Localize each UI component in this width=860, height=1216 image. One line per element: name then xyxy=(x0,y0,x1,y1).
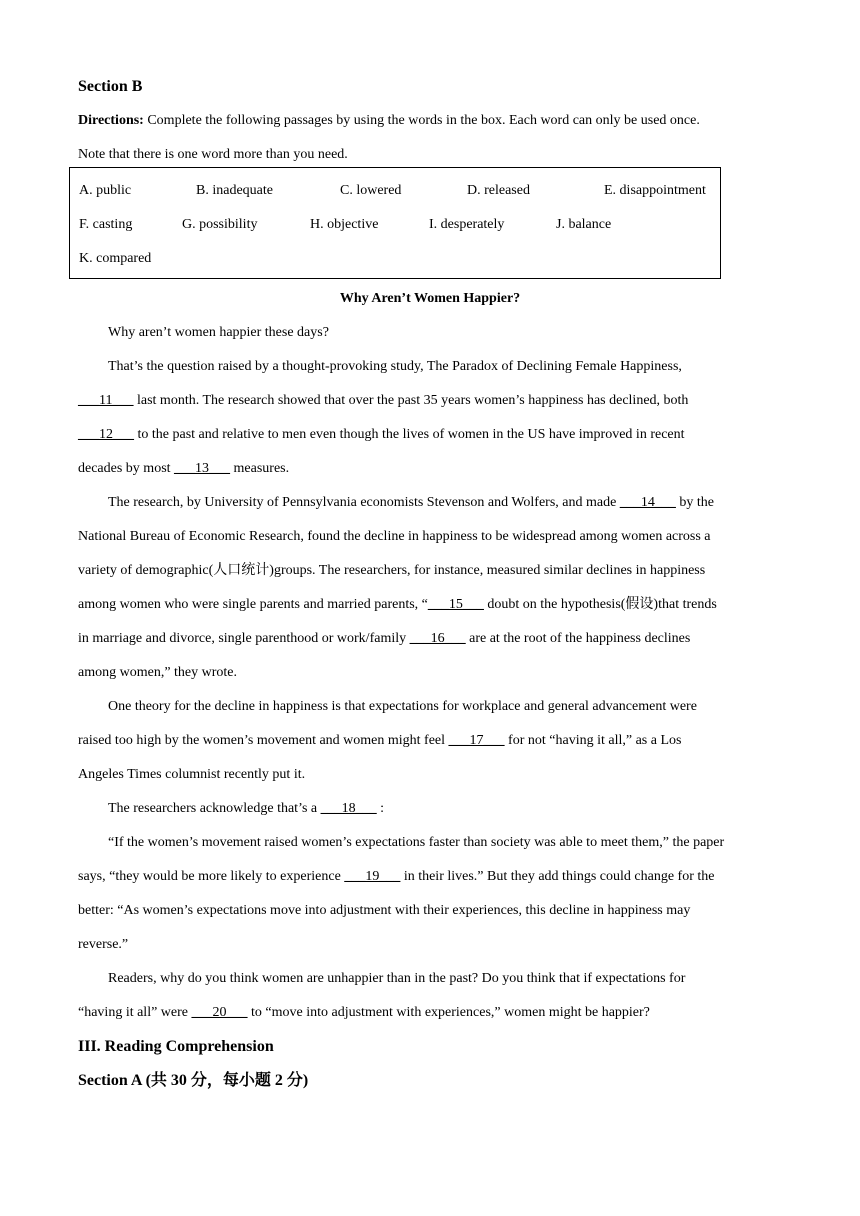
paragraph-3-line-2: National Bureau of Economic Research, found the decline in happiness to be widespread among women across a xyxy=(78,529,711,544)
word-option-f: F. casting xyxy=(79,217,133,232)
word-option-k: K. compared xyxy=(79,251,152,266)
text-span: measures. xyxy=(230,461,290,476)
text-span: The researchers acknowledge that’s a xyxy=(108,801,321,816)
text-span: doubt on the hypothesis(假设)that trends xyxy=(483,597,717,612)
passage-title: Why Aren’t Women Happier? xyxy=(339,291,521,306)
text-span: in their lives.” But they add things could change for the xyxy=(400,869,715,884)
section-b-heading: Section B xyxy=(78,78,143,95)
paragraph-1: Why aren’t women happier these days? xyxy=(108,325,329,340)
paragraph-3-line-5 xyxy=(78,622,778,656)
text-span: decades by most xyxy=(78,461,175,476)
section-b xyxy=(78,70,778,172)
text-span: raised too high by the women’s movement and women might feel xyxy=(78,733,449,748)
paragraph-6-line-1: “If the women’s movement raised women’s expectations faster than society was able to meet them,” the paper xyxy=(108,835,725,850)
paragraph-4-line-1: One theory for the decline in happiness is that expectations for workplace and general advancement were xyxy=(108,699,697,714)
blank-15[interactable]: ___15___ xyxy=(427,597,484,612)
blank-16[interactable]: ___16___ xyxy=(409,631,466,646)
paragraph-3-line-4 xyxy=(78,588,778,622)
word-option-g: G. possibility xyxy=(182,217,258,232)
paragraph-3-line-6: among women,” they wrote. xyxy=(78,665,238,680)
paragraph-2-line-3 xyxy=(78,418,778,452)
word-box-row-3 xyxy=(79,242,719,276)
blank-18[interactable]: ___18___ xyxy=(320,801,377,816)
paragraph-2-line-1: That’s the question raised by a thought-provoking study, The Paradox of Declining Female Happiness, xyxy=(108,359,682,374)
text-span: The research, by University of Pennsylvania economists Stevenson and Wolfers, and made xyxy=(108,495,620,510)
directions-line-2: Note that there is one word more than you need. xyxy=(78,147,348,162)
blank-12[interactable]: ___12___ xyxy=(78,427,134,442)
text-span: to the past and relative to men even though the lives of women in the US have improved in recent xyxy=(134,427,685,442)
text-span: “having it all” were xyxy=(78,1005,192,1020)
text-span: last month. The research showed that over the past 35 years women’s happiness has declined, both xyxy=(133,393,689,408)
paragraph-6-line-4: reverse.” xyxy=(78,937,129,952)
word-option-h: H. objective xyxy=(310,217,379,232)
paragraph-2-line-2 xyxy=(78,384,778,418)
directions-line-1 xyxy=(78,104,778,138)
text-span: to “move into adjustment with experiences,” women might be happier? xyxy=(247,1005,650,1020)
paragraph-6-line-3: better: “As women’s expectations move into adjustment with their experiences, this decline in happiness may xyxy=(78,903,691,918)
text-span: in marriage and divorce, single parenthood or work/family xyxy=(78,631,410,646)
word-option-e: E. disappointment xyxy=(604,183,706,198)
blank-14[interactable]: ___14___ xyxy=(619,495,676,510)
text-span: says, “they would be more likely to experience xyxy=(78,869,345,884)
paragraph-5 xyxy=(78,792,778,826)
text-span: : xyxy=(376,801,385,816)
passage xyxy=(78,316,778,1098)
word-box-row-1 xyxy=(79,174,719,208)
directions-label: Directions: xyxy=(78,113,144,128)
word-option-b: B. inadequate xyxy=(196,183,273,198)
blank-19[interactable]: ___19___ xyxy=(344,869,401,884)
section-iii-heading: III. Reading Comprehension xyxy=(78,1038,274,1055)
section-a-heading: Section A (共 30 分，每小题 2 分) xyxy=(78,1072,309,1089)
paragraph-7-line-2 xyxy=(78,996,778,1030)
text-span: are at the root of the happiness declines xyxy=(465,631,691,646)
paragraph-4-line-2 xyxy=(78,724,778,758)
paragraph-7-line-1: Readers, why do you think women are unhappier than in the past? Do you think that if expectations for xyxy=(108,971,686,986)
blank-20[interactable]: ___20___ xyxy=(191,1005,248,1020)
word-option-i: I. desperately xyxy=(429,217,505,232)
text-span: among women who were single parents and married parents, “ xyxy=(78,597,428,612)
paragraph-3-line-1 xyxy=(78,486,778,520)
paragraph-4-line-3: Angeles Times columnist recently put it. xyxy=(78,767,306,782)
text-span: by the xyxy=(675,495,714,510)
word-option-c: C. lowered xyxy=(340,183,402,198)
word-option-a: A. public xyxy=(79,183,132,198)
word-box xyxy=(69,167,721,279)
paragraph-3-line-3: variety of demographic(人口统计)groups. The researchers, for instance, measured similar declines in happiness xyxy=(78,563,706,578)
blank-13[interactable]: ___13___ xyxy=(174,461,231,476)
text-span: for not “having it all,” as a Los xyxy=(504,733,682,748)
word-option-j: J. balance xyxy=(556,217,612,232)
word-box-row-2 xyxy=(79,208,719,242)
word-option-d: D. released xyxy=(467,183,530,198)
blank-11[interactable]: ___11___ xyxy=(78,393,134,408)
directions-text: Complete the following passages by using the words in the box. Each word can only be used once. xyxy=(143,113,700,128)
paragraph-6-line-2 xyxy=(78,860,778,894)
paragraph-2-line-4 xyxy=(78,452,778,486)
blank-17[interactable]: ___17___ xyxy=(448,733,505,748)
